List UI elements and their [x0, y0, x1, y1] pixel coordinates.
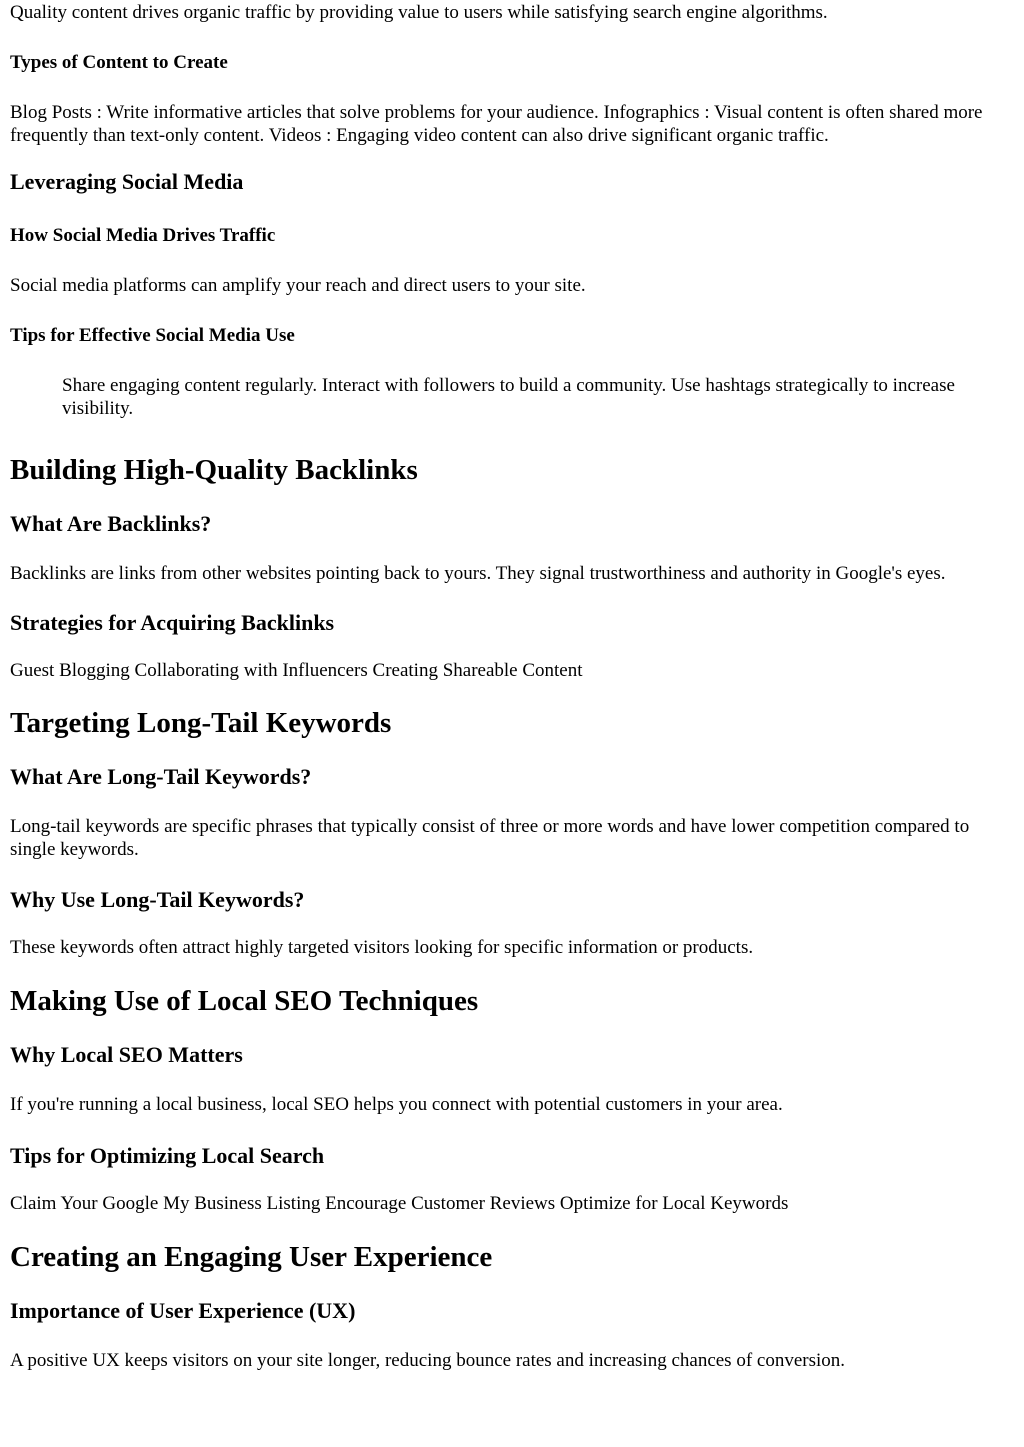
social-tips-quote: Share engaging content regularly. Interact with followers to build a community. Use hashtags strategically to increase visibility. [62, 375, 955, 419]
document-page [0, 1, 1024, 1372]
social-media-heading: Leveraging Social Media [10, 169, 244, 194]
intro-paragraph: Quality content drives organic traffic by providing value to users while satisfying search engine algorithms. [10, 2, 828, 23]
backlinks-what-paragraph: Backlinks are links from other websites pointing back to yours. They signal trustworthiness and authority in Google's eyes. [10, 563, 946, 584]
backlinks-strategies-text: Guest Blogging Collaborating with Influencers Creating Shareable Content [10, 660, 583, 681]
local-seo-heading: Making Use of Local SEO Techniques [10, 985, 479, 1017]
social-drives-heading: How Social Media Drives Traffic [10, 225, 276, 246]
backlinks-heading: Building High-Quality Backlinks [10, 454, 418, 486]
social-tips-heading: Tips for Effective Social Media Use [10, 325, 295, 346]
longtail-what-heading: What Are Long-Tail Keywords? [10, 764, 312, 789]
local-why-heading: Why Local SEO Matters [10, 1042, 243, 1067]
content-types-heading: Types of Content to Create [10, 52, 228, 73]
ux-heading: Creating an Engaging User Experience [10, 1241, 493, 1273]
longtail-what-paragraph: Long-tail keywords are specific phrases that typically consist of three or more words and have lower competition compared to single keywords. [10, 816, 970, 860]
social-drives-paragraph: Social media platforms can amplify your reach and direct users to your site. [10, 275, 586, 296]
backlinks-strategies-heading: Strategies for Acquiring Backlinks [10, 610, 335, 635]
ux-importance-heading: Importance of User Experience (UX) [10, 1298, 356, 1323]
local-tips-heading: Tips for Optimizing Local Search [10, 1143, 325, 1168]
ux-importance-paragraph: A positive UX keeps visitors on your site longer, reducing bounce rates and increasing chances of conversion. [10, 1350, 846, 1371]
local-why-paragraph: If you're running a local business, local SEO helps you connect with potential customers in your area. [10, 1094, 783, 1115]
local-tips-text: Claim Your Google My Business Listing Encourage Customer Reviews Optimize for Local Keywords [10, 1193, 789, 1214]
backlinks-what-heading: What Are Backlinks? [10, 511, 212, 536]
longtail-why-paragraph: These keywords often attract highly targeted visitors looking for specific information or products. [10, 937, 754, 958]
longtail-why-heading: Why Use Long-Tail Keywords? [10, 887, 305, 912]
longtail-heading: Targeting Long-Tail Keywords [10, 707, 392, 739]
content-types-paragraph: Blog Posts : Write informative articles that solve problems for your audience. Infographics : Visual content is often shared more frequently than text-only content. Videos : Engaging video content can also drive significant organic traffic. [10, 102, 983, 146]
